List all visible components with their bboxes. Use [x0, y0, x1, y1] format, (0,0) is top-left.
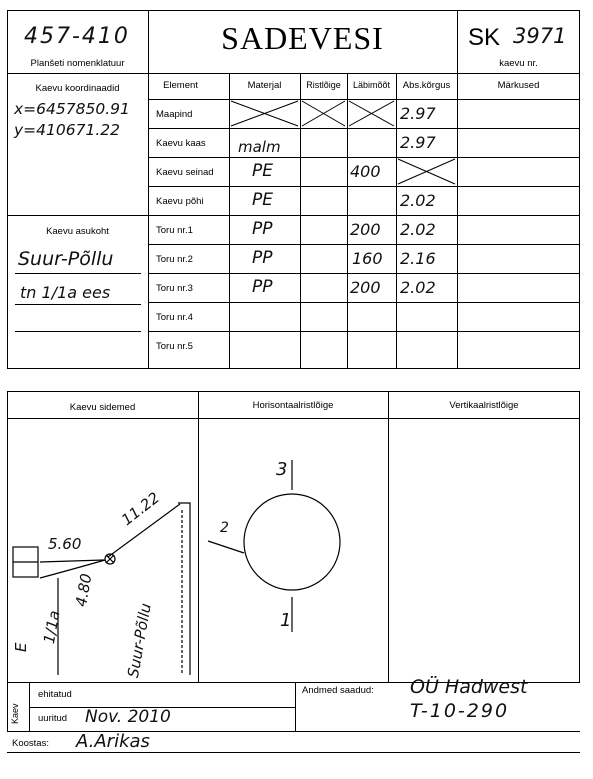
th-abs-height: Abs.kõrgus: [402, 80, 451, 91]
row-diameter-7: 200: [350, 278, 381, 297]
row-element-5: Toru nr.1: [156, 225, 193, 236]
th-diameter: Läbimõõt: [352, 80, 391, 90]
well-prefix: SK: [468, 24, 501, 51]
footer-mid-divider: [295, 683, 296, 731]
row-abs-7: 2.02: [400, 278, 436, 297]
kaev-side-label: Kaev: [10, 703, 20, 724]
surveyed-value: Nov. 2010: [85, 707, 171, 727]
horizontal-section-circle: [244, 494, 340, 590]
row-element-2: Kaevu kaas: [156, 138, 206, 149]
row-material-6: PP: [252, 248, 273, 268]
row-element-6: Toru nr.2: [156, 254, 193, 265]
pipe-2-line: [208, 541, 244, 553]
connections-heading: Kaevu sidemed: [69, 402, 136, 413]
author-value: A.Arikas: [76, 731, 150, 752]
row-material-2: malm: [238, 138, 281, 156]
row-element-7: Toru nr.3: [156, 283, 193, 294]
built-label: ehitatud: [38, 689, 72, 700]
row-element-9: Toru nr.5: [156, 341, 193, 352]
horizontal-section-heading: Horisontaalristlõige: [252, 400, 334, 411]
data-source-label: Andmed saadud:: [302, 685, 374, 696]
row-diameter-5: 200: [350, 220, 381, 239]
location-line-1: Suur-Põllu: [18, 248, 114, 270]
well-label: kaevu nr.: [499, 58, 538, 69]
footer-left-edge: [7, 683, 8, 731]
row-abs-1: 2.97: [400, 104, 436, 123]
sketch-e-label: E: [12, 642, 30, 652]
coordinates-label: Kaevu koordinaadid: [35, 83, 120, 94]
th-material: Materjal: [247, 80, 282, 91]
row-material-5: PP: [252, 219, 273, 239]
row-material-7: PP: [252, 277, 273, 297]
row-material-3: PE: [252, 161, 273, 181]
tie-line-left: [40, 560, 104, 562]
row-diameter-6: 160: [352, 249, 383, 268]
nomenclature-label: Planšeti nomenklatuur: [30, 58, 125, 69]
sketch-dist-1: 5.60: [48, 535, 82, 553]
coordinate-x: x=6457850.91: [14, 100, 130, 118]
row-element-8: Toru nr.4: [156, 312, 193, 323]
coordinate-y: y=410671.22: [14, 121, 120, 139]
row-diameter-3: 400: [350, 162, 381, 181]
sketch-building-number: 1/1a: [40, 609, 64, 646]
row-element-1: Maapind: [156, 109, 193, 120]
data-source-value-1: OÜ Hadwest: [410, 676, 528, 698]
author-label: Koostas:: [12, 738, 49, 749]
row-element-4: Kaevu põhi: [156, 196, 204, 207]
location-label: Kaevu asukoht: [46, 226, 109, 237]
row-element-3: Kaevu seinad: [156, 167, 214, 178]
location-line-2: tn 1/1a ees: [20, 283, 111, 302]
row-abs-5: 2.02: [400, 220, 436, 239]
sketch-dist-3: 4.80: [72, 572, 96, 609]
th-notes: Märkused: [497, 80, 540, 91]
form-title: SADEVESI: [221, 20, 384, 56]
well-number: 3971: [513, 24, 567, 48]
pipe-3-label: 3: [276, 459, 288, 480]
row-material-4: PE: [252, 190, 273, 210]
surveyed-label: uuritud: [38, 713, 68, 724]
pipe-1-label: 1: [280, 610, 292, 631]
vertical-section-heading: Vertikaalristlõige: [449, 400, 519, 411]
pipe-2-label: 2: [220, 520, 229, 536]
th-element: Element: [163, 80, 198, 91]
building-wall: [178, 503, 190, 675]
sketch-dist-2: 11.22: [118, 488, 163, 530]
row-abs-6: 2.16: [400, 249, 436, 268]
row-abs-4: 2.02: [400, 191, 436, 210]
sketch-street-name: Suur-Põllu: [124, 601, 155, 680]
row-abs-2: 2.97: [400, 133, 436, 152]
author-underline: [7, 752, 580, 753]
nomenclature-value: 457-410: [24, 24, 130, 49]
th-cross-section: Ristlõige: [306, 80, 341, 90]
data-source-value-2: T-10-290: [410, 700, 510, 722]
